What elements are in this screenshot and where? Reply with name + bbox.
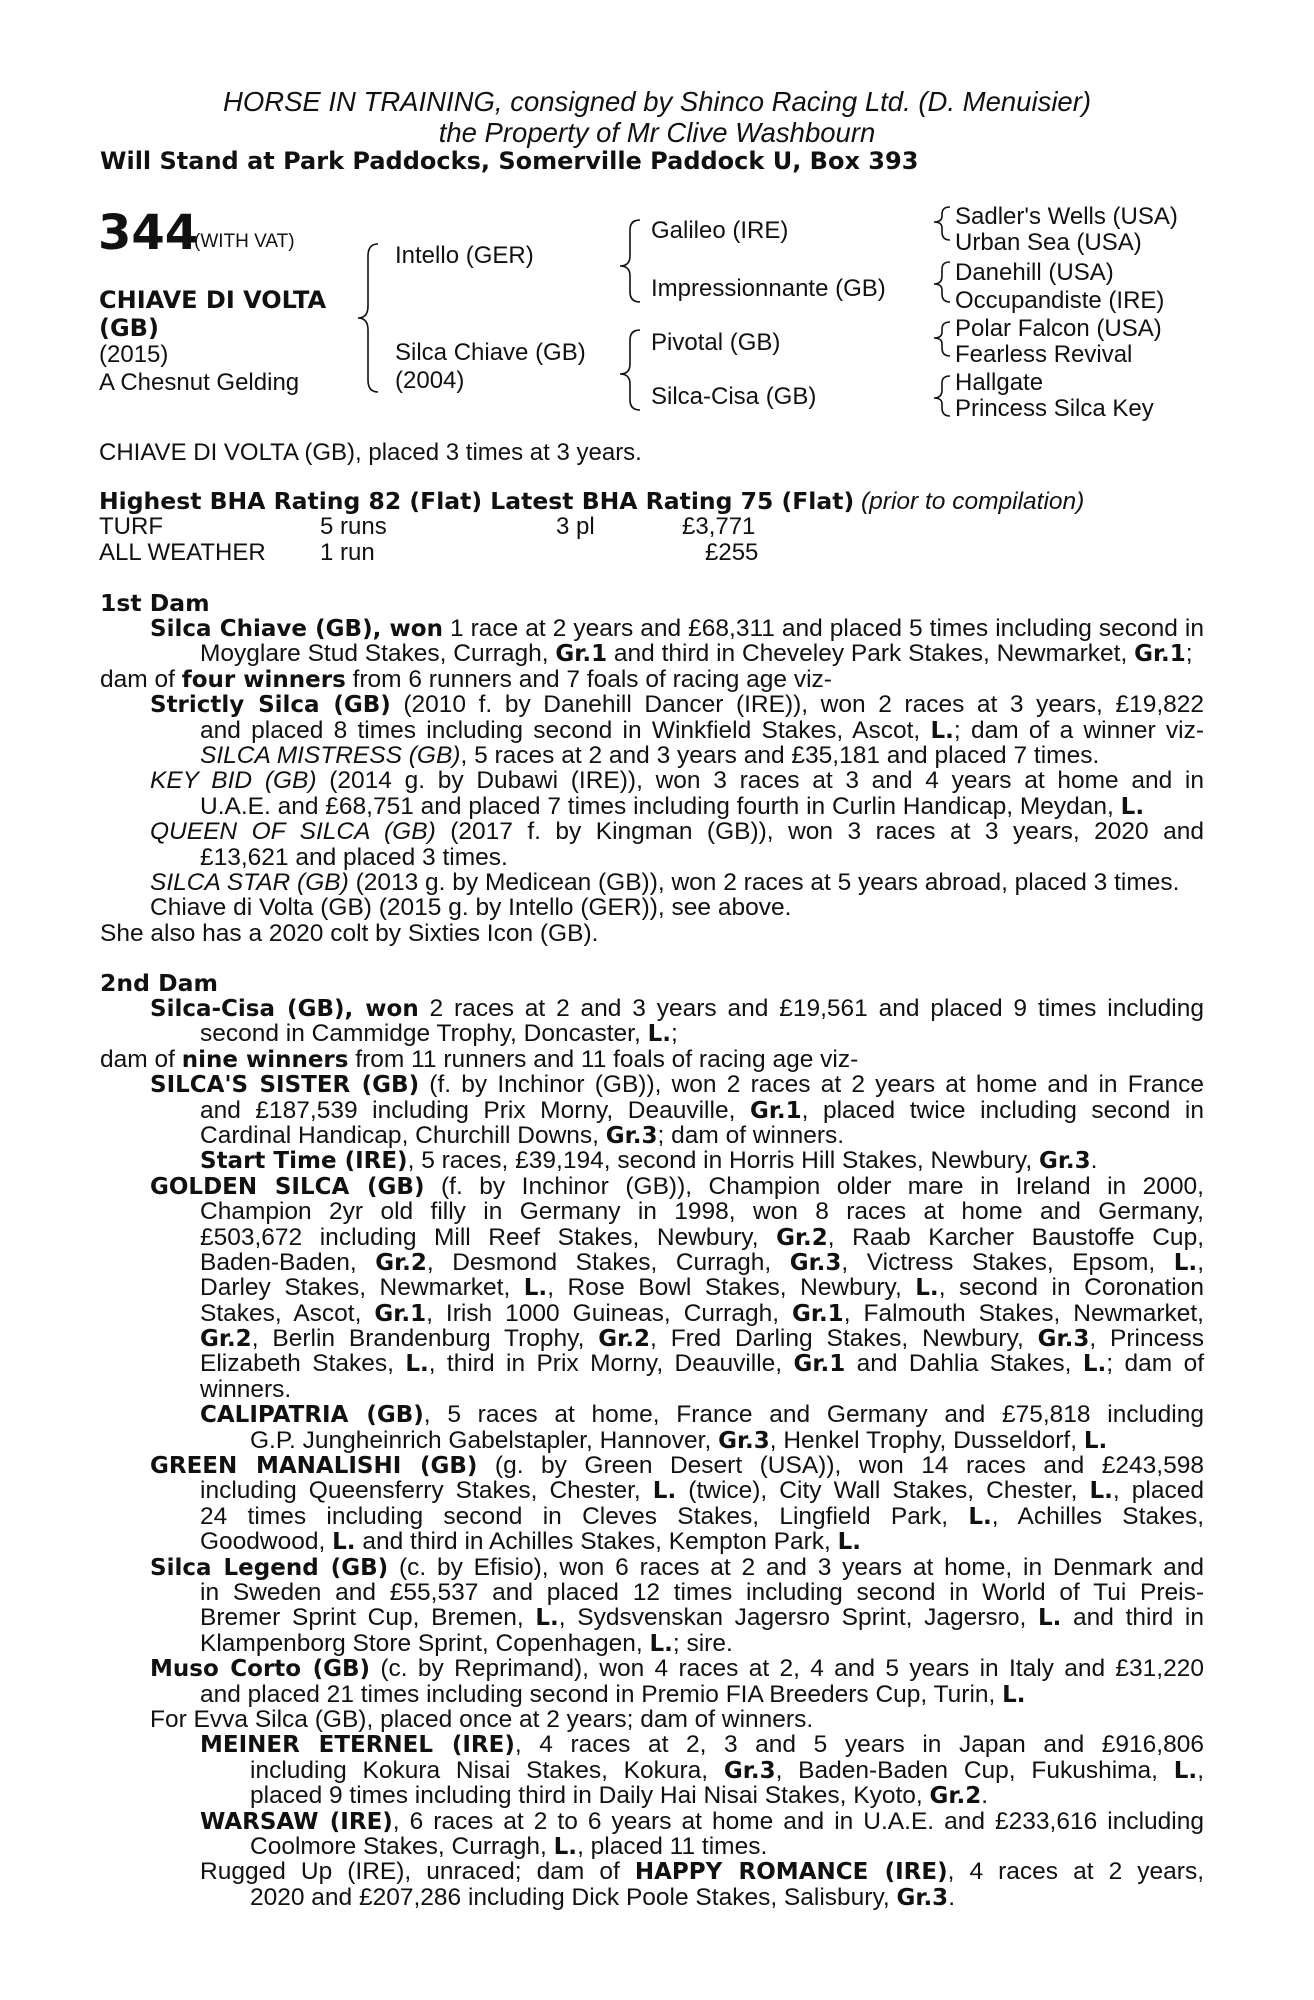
text-line	[100, 1758, 1204, 1783]
text-line	[100, 1326, 1204, 1351]
bold-text: Gr.3	[789, 1249, 842, 1276]
horse-name: CHIAVE DI VOLTA	[99, 286, 327, 314]
bold-text: Gr.1	[1134, 641, 1186, 668]
bold-text: Gr.2	[776, 1224, 828, 1251]
text-line	[100, 1885, 1204, 1910]
text-line	[100, 1478, 1204, 1503]
bold-text: Gr.3	[1037, 1326, 1090, 1353]
pedigree-paragraph	[100, 1656, 1204, 1707]
stabling-heading: Will Stand at Park Paddocks, Somerville Paddock U, Box 393	[100, 147, 919, 175]
bold-text: Gr.3	[1038, 1148, 1091, 1175]
text-run: ;	[670, 1020, 678, 1048]
bold-text: L.	[837, 1529, 862, 1556]
text-run: , 4 races at 2, 3 and 5 years in Japan and £916,806	[514, 1731, 1204, 1759]
pedigree-paragraph	[100, 667, 1204, 692]
pedigree-paragraph	[100, 870, 1204, 895]
text-run: , Desmond Stakes, Curragh,	[426, 1248, 790, 1276]
text-run: , Fred Darling Stakes, Newbury,	[649, 1325, 1038, 1353]
rating-line	[99, 488, 1084, 515]
text-run: Darley Stakes, Newmarket,	[200, 1274, 524, 1302]
pedigree-paragraph	[100, 1732, 1204, 1808]
text-run: second in Cammidge Trophy, Doncaster,	[200, 1020, 648, 1048]
pedigree-dss: Polar Falcon (USA)	[955, 315, 1162, 342]
italic-text: SILCA STAR (GB)	[150, 868, 349, 896]
bold-text: L.	[649, 1630, 673, 1657]
text-run: dam of	[100, 1045, 182, 1073]
text-run: , 5 races, £39,194, second in Horris Hill Stakes, Newbury,	[407, 1147, 1039, 1175]
text-run: from 11 runners and 11 foals of racing age viz-	[348, 1045, 859, 1073]
text-run: (2017 f. by Kingman (GB)), won 3 races at 3 years, 2020 and	[435, 818, 1204, 846]
pedigree-dam-year: (2004)	[395, 367, 465, 394]
text-line	[100, 667, 1204, 692]
text-run: , Rose Bowl Stakes, Newbury,	[547, 1274, 916, 1302]
bold-text: Strictly Silca (GB)	[150, 692, 391, 719]
text-line	[100, 1631, 1204, 1656]
text-run: , Princess	[1089, 1325, 1204, 1353]
text-line	[100, 1351, 1204, 1376]
text-run: U.A.E. and £68,751 and placed 7 times including fourth in Curlin Handicap, Meydan,	[200, 792, 1121, 820]
pedigree-paragraph	[100, 1809, 1204, 1860]
bracket-ds	[934, 322, 950, 356]
text-run: Rugged Up (IRE), unraced; dam of	[200, 1858, 635, 1886]
bracket-sire	[620, 220, 640, 302]
bold-text: MEINER ETERNEL (IRE)	[200, 1732, 515, 1759]
bold-text: L.	[523, 1275, 548, 1302]
text-line	[100, 718, 1204, 743]
text-line	[100, 743, 1204, 768]
text-line	[100, 845, 1204, 870]
bracket-sd	[934, 262, 950, 302]
text-run: G.P. Jungheinrich Gabelstapler, Hannover,	[250, 1426, 719, 1454]
text-run: , Henkel Trophy, Dusseldorf,	[769, 1426, 1084, 1454]
consignment-heading: HORSE IN TRAINING, consigned by Shinco Racing Ltd. (D. Menuisier)	[222, 86, 1092, 117]
first-dam-heading: 1st Dam	[100, 589, 210, 617]
pedigree-paragraph	[100, 1707, 1204, 1732]
text-line	[100, 1656, 1204, 1681]
text-run: ,	[1197, 1756, 1204, 1784]
text-run: (g. by Green Desert (USA)), won 14 races and £243,598	[477, 1452, 1204, 1480]
text-run: Champion 2yr old filly in Germany in 1998, won 8 races at home and Germany,	[200, 1198, 1204, 1226]
text-line	[100, 1555, 1204, 1580]
bold-text: Gr.2	[200, 1326, 252, 1353]
bold-text: L.	[405, 1351, 429, 1378]
text-run: ; dam of winners.	[657, 1121, 845, 1149]
pedigree-paragraph	[100, 768, 1204, 819]
text-line	[100, 1047, 1204, 1072]
bold-text: L.	[1120, 793, 1145, 820]
text-line	[100, 1732, 1204, 1757]
second-dam-heading: 2nd Dam	[100, 969, 218, 997]
text-run: .	[948, 1883, 955, 1911]
text-line	[100, 692, 1204, 717]
text-line	[100, 1225, 1204, 1250]
text-line	[100, 1453, 1204, 1478]
text-line	[100, 1072, 1204, 1097]
text-line	[100, 1377, 1204, 1402]
bold-text: Silca Legend (GB)	[150, 1554, 389, 1581]
text-run: winners.	[200, 1375, 292, 1403]
text-line	[100, 616, 1204, 641]
rating-heading: Highest BHA Rating 82 (Flat) Latest BHA Rating 75 (Flat)	[99, 487, 855, 515]
bold-text: Gr.1	[555, 641, 608, 668]
text-run: , 5 races at home, France and Germany and £75,818 including	[423, 1401, 1204, 1429]
text-run: Cardinal Handicap, Churchill Downs,	[200, 1121, 606, 1149]
text-run: (2014 g. by Dubawi (IRE)), won 3 races at 3 and 4 years at home and in	[316, 767, 1204, 795]
pedigree-paragraph	[100, 819, 1204, 870]
text-run: and third in Cheveley Park Stakes, Newmarket,	[607, 640, 1135, 668]
text-run: , 4 races at 2 years,	[947, 1858, 1204, 1886]
text-line	[100, 641, 1204, 666]
text-line	[100, 1859, 1204, 1884]
first-dam-body	[100, 616, 1204, 946]
pedigree-paragraph	[100, 1859, 1204, 1910]
text-run: , Baden-Baden Cup, Fukushima,	[775, 1756, 1174, 1784]
text-run: , Sydsvenskan Jagersro Sprint, Jagersro,	[558, 1604, 1038, 1632]
bold-text: Silca-Cisa (GB), won	[150, 996, 419, 1022]
pedigree-dam-sire: Pivotal (GB)	[651, 329, 781, 356]
text-line	[100, 1834, 1204, 1859]
text-run: placed 9 times including third in Daily Hai Nisai Stakes, Kyoto,	[250, 1782, 930, 1810]
text-line	[100, 996, 1204, 1021]
text-run: Goodwood,	[200, 1528, 333, 1556]
bold-text: four winners	[181, 666, 346, 693]
bold-text: L.	[1002, 1681, 1026, 1708]
text-line	[100, 921, 1204, 946]
bold-text: L.	[1173, 1249, 1198, 1276]
pedigree-ddd: Princess Silca Key	[955, 395, 1154, 422]
text-line	[100, 1123, 1204, 1148]
text-line	[100, 794, 1204, 819]
pedigree-ssd: Urban Sea (USA)	[955, 229, 1142, 256]
race-row-prize: £3,771	[682, 513, 756, 540]
bold-text: Start Time (IRE)	[200, 1148, 408, 1175]
text-line	[100, 1098, 1204, 1123]
pedigree-paragraph	[100, 1047, 1204, 1072]
bold-text: Gr.1	[749, 1097, 802, 1124]
second-dam-body	[100, 996, 1204, 1910]
text-run: , third in Prix Morny, Deauville,	[428, 1350, 794, 1378]
text-run: .	[981, 1782, 989, 1810]
text-run: , Irish 1000 Guineas, Curragh,	[426, 1299, 792, 1327]
text-line	[100, 1682, 1204, 1707]
text-line	[100, 1250, 1204, 1275]
text-run: ; dam of a winner viz-	[953, 716, 1204, 744]
text-run: including Queensferry Stakes, Chester,	[200, 1477, 653, 1505]
text-line	[100, 1402, 1204, 1427]
text-run: £503,672 including Mill Reef Stakes, Newbury,	[200, 1223, 777, 1251]
text-run: , Raab Karcher Baustoffe Cup,	[827, 1223, 1204, 1251]
bold-text: L.	[968, 1503, 992, 1530]
text-run: , Achilles Stakes,	[991, 1502, 1204, 1530]
text-run: (2013 g. by Medicean (GB)), won 2 races at 5 years abroad, placed 3 times.	[348, 868, 1180, 896]
text-run: (c. by Reprimand), won 4 races at 2, 4 and 5 years in Italy and £31,220	[370, 1655, 1204, 1683]
bold-text: Gr.1	[793, 1351, 846, 1378]
bold-text: CALIPATRIA (GB)	[200, 1402, 424, 1429]
bold-text: Gr.2	[598, 1326, 650, 1353]
text-run: , 5 races at 2 and 3 years and £35,181 and placed 7 times.	[460, 741, 1100, 769]
text-run: ;	[1185, 640, 1193, 668]
race-row-surface: TURF	[99, 513, 163, 540]
bold-text: L.	[1089, 1478, 1113, 1505]
text-run: 2 races at 2 and 3 years and £19,561 and placed 9 times including	[418, 995, 1204, 1022]
bold-text: Muso Corto (GB)	[150, 1656, 371, 1683]
bold-text: Gr.3	[723, 1757, 776, 1784]
bracket-dd	[934, 376, 950, 416]
text-run: and Dahlia Stakes,	[845, 1350, 1083, 1378]
race-summary: CHIAVE DI VOLTA (GB), placed 3 times at 3 years.	[99, 439, 642, 466]
bold-text: SILCA'S SISTER (GB)	[150, 1072, 420, 1099]
text-run: ; sire.	[672, 1629, 733, 1657]
text-run: , placed twice including second in	[801, 1096, 1204, 1124]
pedigree-paragraph	[100, 895, 1204, 920]
horse-description: A Chesnut Gelding	[99, 369, 300, 396]
bold-text: Gr.1	[374, 1300, 427, 1327]
text-run: and £187,539 including Prix Morny, Deauville,	[200, 1096, 750, 1124]
bold-text: Gr.3	[718, 1427, 770, 1454]
text-line	[100, 1809, 1204, 1834]
bold-text: Gr.2	[375, 1249, 427, 1276]
text-run: including Kokura Nisai Stakes, Kokura,	[250, 1756, 724, 1784]
text-line	[100, 895, 1204, 920]
pedigree-paragraph	[100, 1072, 1204, 1148]
text-line	[100, 1707, 1204, 1732]
pedigree-paragraph	[100, 921, 1204, 946]
pedigree-paragraph	[100, 1453, 1204, 1555]
bold-text: L.	[647, 1021, 671, 1048]
text-run: , second in Coronation	[938, 1274, 1204, 1302]
text-run: , placed	[1112, 1477, 1205, 1505]
text-run: She also has a 2020 colt by Sixties Icon (GB).	[100, 919, 599, 947]
text-run: and third in Achilles Stakes, Kempton Park,	[355, 1528, 838, 1556]
text-run: Chiave di Volta (GB) (2015 g. by Intello (GER)), see above.	[150, 894, 792, 922]
text-run: dam of	[100, 665, 182, 693]
horse-name-country: (GB)	[99, 314, 159, 342]
pedigree-dsd: Fearless Revival	[955, 341, 1133, 368]
text-run: £13,621 and placed 3 times.	[200, 843, 508, 871]
race-row-runs: 1 run	[320, 539, 375, 566]
text-line	[100, 1275, 1204, 1300]
bracket-dam	[620, 330, 640, 410]
text-run: (c. by Efisio), won 6 races at 2 and 3 years at home, in Denmark and	[388, 1553, 1204, 1581]
text-run: Klampenborg Store Sprint, Copenhagen,	[200, 1629, 650, 1657]
text-run: , Falmouth Stakes, Newmarket,	[843, 1299, 1204, 1327]
bold-text: Gr.1	[792, 1300, 844, 1327]
race-row-placed: 3 pl	[556, 513, 595, 540]
text-run: Stakes, Ascot,	[200, 1299, 375, 1327]
text-run: 2020 and £207,286 including Dick Poole Stakes, Salisbury,	[250, 1883, 897, 1911]
text-line	[100, 1504, 1204, 1529]
lot-number: 344	[98, 205, 199, 261]
bold-text: HAPPY ROMANCE (IRE)	[634, 1859, 948, 1886]
pedigree-paragraph	[100, 996, 1204, 1047]
text-run: 24 times including second in Cleves Stakes, Lingfield Park,	[200, 1502, 969, 1530]
text-line	[100, 1605, 1204, 1630]
text-line	[100, 1580, 1204, 1605]
race-row-surface: ALL WEATHER	[99, 539, 266, 566]
pedigree-paragraph	[100, 1555, 1204, 1657]
text-line	[100, 870, 1204, 895]
race-row-prize: £255	[705, 539, 759, 566]
text-line	[100, 1529, 1204, 1554]
property-heading: the Property of Mr Clive Washbourn	[438, 117, 876, 148]
text-line	[100, 819, 1204, 844]
race-row-runs: 5 runs	[320, 513, 387, 540]
text-line	[100, 1428, 1204, 1453]
bold-text: Silca Chiave (GB), won	[150, 616, 443, 642]
pedigree-sdd: Occupandiste (IRE)	[955, 287, 1165, 314]
text-run: Bremer Sprint Cup, Bremen,	[200, 1604, 536, 1632]
italic-text: QUEEN OF SILCA (GB)	[150, 818, 436, 846]
text-run: and third in	[1061, 1604, 1204, 1632]
text-run: Elizabeth Stakes,	[200, 1350, 406, 1378]
bold-text: L.	[652, 1478, 677, 1505]
bold-text: L.	[1037, 1605, 1062, 1632]
text-run: and placed 21 times including second in Premio FIA Breeders Cup, Turin,	[200, 1680, 1003, 1708]
text-line	[100, 768, 1204, 793]
pedigree-paragraph	[100, 1148, 1204, 1173]
bold-text: L.	[553, 1833, 578, 1860]
text-run: , placed 11 times.	[577, 1832, 768, 1860]
bold-text: GOLDEN SILCA (GB)	[150, 1173, 425, 1200]
bold-text: L.	[915, 1275, 939, 1302]
pedigree-sss: Sadler's Wells (USA)	[955, 203, 1178, 230]
bold-text: L.	[535, 1605, 559, 1632]
bold-text: L.	[1083, 1427, 1108, 1454]
pedigree-paragraph	[100, 692, 1204, 768]
pedigree-paragraph	[100, 1174, 1204, 1403]
pedigree-sire: Intello (GER)	[395, 242, 534, 269]
text-line	[100, 1148, 1204, 1173]
bold-text: WARSAW (IRE)	[200, 1808, 393, 1835]
text-run: (f. by Inchinor (GB)), won 2 races at 2 years at home and in France	[419, 1071, 1204, 1099]
bold-text: Gr.3	[896, 1884, 949, 1911]
bold-text: Gr.3	[605, 1122, 658, 1149]
text-run: (2010 f. by Danehill Dancer (IRE)), won 2 races at 3 years, £19,822	[390, 691, 1204, 719]
text-run: in Sweden and £55,537 and placed 12 times including second in World of Tui Preis-	[200, 1578, 1204, 1606]
pedigree-sds: Danehill (USA)	[955, 259, 1114, 286]
text-line	[100, 1021, 1204, 1046]
text-run: (f. by Inchinor (GB)), Champion older mare in Ireland in 2000,	[424, 1172, 1204, 1200]
text-run: and placed 8 times including second in Winkfield Stakes, Ascot,	[200, 716, 931, 744]
pedigree-dam: Silca Chiave (GB)	[395, 339, 586, 366]
text-line	[100, 1174, 1204, 1199]
pedigree-paragraph	[100, 616, 1204, 667]
bold-text: L.	[332, 1529, 356, 1556]
text-run: For Evva Silca (GB), placed once at 2 years; dam of winners.	[150, 1705, 814, 1733]
text-run: , Berlin Brandenburg Trophy,	[251, 1325, 599, 1353]
bracket-gen1	[358, 244, 378, 392]
pedigree-dam-dam: Silca-Cisa (GB)	[651, 383, 817, 410]
bold-text: L.	[1082, 1351, 1107, 1378]
horse-foaling-year: (2015)	[99, 341, 169, 368]
pedigree-paragraph	[100, 1402, 1204, 1453]
text-line	[100, 1199, 1204, 1224]
text-run: , Victress Stakes, Epsom,	[841, 1248, 1174, 1276]
text-run: Baden-Baden,	[200, 1248, 376, 1276]
italic-text: SILCA MISTRESS (GB)	[200, 741, 461, 769]
text-run: , 6 races at 2 to 6 years at home and in U.A.E. and £233,616 including	[392, 1807, 1204, 1835]
text-run: Coolmore Stakes, Curragh,	[250, 1832, 554, 1860]
bracket-ss	[934, 207, 950, 240]
italic-text: KEY BID (GB)	[150, 767, 317, 795]
text-line	[100, 1301, 1204, 1326]
vat-note: (WITH VAT)	[194, 231, 295, 252]
bold-text: Gr.2	[929, 1783, 982, 1810]
text-run: ; dam of	[1106, 1350, 1205, 1378]
bold-text: GREEN MANALISHI (GB)	[150, 1453, 478, 1480]
rating-note: (prior to compilation)	[861, 488, 1085, 515]
bold-text: L.	[930, 717, 954, 744]
bold-text: nine winners	[181, 1046, 349, 1073]
pedigree-sire-sire: Galileo (IRE)	[651, 217, 789, 244]
pedigree-sire-dam: Impressionnante (GB)	[651, 275, 886, 302]
text-run: 1 race at 2 years and £68,311 and placed 5 times including second in	[442, 615, 1204, 642]
bold-text: L.	[1173, 1757, 1198, 1784]
pedigree-dds: Hallgate	[955, 369, 1044, 396]
text-run: (twice), City Wall Stakes, Chester,	[676, 1477, 1090, 1505]
text-run: Moyglare Stud Stakes, Curragh,	[200, 640, 556, 668]
text-line	[100, 1783, 1204, 1808]
text-run: from 6 runners and 7 foals of racing age viz-	[345, 665, 832, 693]
text-run: ,	[1197, 1248, 1204, 1276]
text-run: .	[1090, 1147, 1098, 1175]
